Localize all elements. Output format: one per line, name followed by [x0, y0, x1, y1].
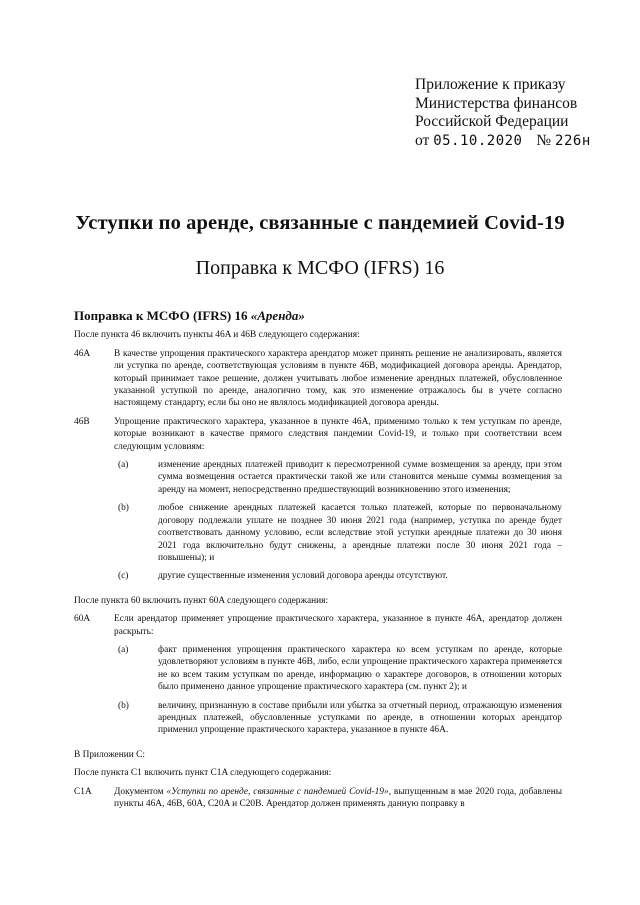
stamp-number: 226н	[555, 132, 591, 149]
document-title: Уступки по аренде, связанные с пандемией Covid-19	[75, 212, 565, 234]
stamp-line-1: Приложение к приказу	[415, 76, 566, 93]
paragraph-text	[114, 786, 562, 811]
list-item-text: факт применения упрощения практического характера ко всем уступкам по аренде, которые удовлетворяют условиям в пункте 46B, либо, если упрощение практического характера применяется не ко всем таким уступкам по аренде, информацию о характере договоров, в отношении которых было применено данное упрощение практического характера (см. пункт 2); и	[158, 644, 562, 693]
intro-60: После пункта 60 включить пункт 60A следующего содержания:	[74, 595, 329, 606]
list-item	[118, 700, 562, 737]
list-item-text: другие существенные изменения условий договора аренды отсутствуют.	[158, 571, 448, 582]
list-item-text: любое снижение арендных платежей касается только платежей, которые по первоначальному договору подлежали уплате не позднее 30 июня 2021 года (например, уступка по аренде будет соответствовать данному условию, если вследствие этой уступки арендные платежи до 30 июня 2021 года включительно будут снижены, а арендные платежи после 30 июня 2021 года – повышены); и	[158, 503, 562, 563]
paragraph-number: 46B	[74, 416, 90, 427]
document-subtitle: Поправка к МСФО (IFRS) 16	[195, 257, 445, 279]
list-item-label: (b)	[118, 503, 129, 514]
list-item-label: (a)	[118, 644, 129, 655]
list-item	[118, 570, 562, 582]
stamp-line-4	[415, 132, 591, 151]
list-item-label: (b)	[118, 700, 129, 711]
paragraph-text: В качестве упрощения практического характера арендатор может принять решение не анализировать, является ли уступка по аренде, соответствующая условиям в пункте 46B, модификацией договора аренды. Арендатор, который принимает такое решение, должен учитывать любое изменение арендных платежей, обусловленное указанной уступкой по аренде, аналогично тому, как это изменение отражалось бы в учете согласно настоящему стандарту, если бы оно не являлось модификацией договора аренды.	[114, 348, 562, 409]
section-heading-plain: Поправка к МСФО (IFRS) 16	[74, 308, 251, 323]
paragraph-number: 60A	[74, 614, 91, 625]
paragraph-text: Упрощение практического характера, указанное в пункте 46A, применимо только к тем уступкам по аренде, которые возникают в качестве прямого следствия пандемии Covid-19, и только при соответствии всем следующим условиям:	[114, 416, 562, 452]
paragraph-60A	[74, 613, 562, 743]
stamp-number-label: №	[536, 131, 552, 149]
stamp-from-label: от	[415, 131, 430, 149]
paragraph-number: C1A	[74, 786, 92, 797]
appendix-label: В Приложении C:	[74, 749, 145, 760]
list-item	[118, 502, 562, 564]
list-item	[118, 459, 562, 496]
intro-C1: После пункта C1 включить пункт C1A следующего содержания:	[74, 768, 332, 779]
stamp-line-3: Российской Федерации	[415, 113, 569, 130]
stamp-line-2: Министерства финансов	[415, 94, 578, 112]
section-heading-italic: «Аренда»	[250, 308, 305, 323]
paragraph-text: Если арендатор применяет упрощение практического характера, указанное в пункте 46A, арендатор должен раскрыть:	[114, 614, 562, 637]
paragraph-46B	[74, 416, 562, 589]
paragraph-number: 46A	[74, 348, 91, 359]
paragraph-C1A	[74, 786, 562, 811]
list-item	[118, 644, 562, 694]
document-reference: «Уступки по аренде, связанные с пандемией Covid-19»	[166, 786, 389, 797]
text-before: Документом	[114, 786, 167, 797]
document-body	[74, 310, 562, 816]
intro-46: После пункта 46 включить пункты 46A и 46B следующего содержания:	[74, 330, 360, 341]
order-appendix-stamp	[415, 76, 591, 150]
text-after: , выпущенным в мае 2020 года, добавлены пункты 46A, 46B, 60A, C20A и C20B. Арендатор должен применять данную поправку в	[114, 786, 563, 809]
list-item-text: величину, признанную в составе прибыли или убытка за отчетный период, отражающую изменения арендных платежей, обусловленные уступками по аренде, в отношении которых арендатор применил упрощение практического характера, указанное в пункте 46A.	[158, 700, 562, 736]
list-item-text: изменение арендных платежей приводит к пересмотренной сумме возмещения за аренду, при этом сумма возмещения остается практически такой же или становится меньше суммы возмещения за аренду на момент, непосредственно предшествующий возникновению этого изменения;	[158, 460, 562, 495]
list-item-label: (a)	[118, 460, 129, 471]
section-heading	[74, 310, 562, 322]
paragraph-46A	[74, 348, 562, 410]
stamp-date: 05.10.2020	[433, 132, 523, 149]
list-item-label: (c)	[118, 571, 129, 582]
